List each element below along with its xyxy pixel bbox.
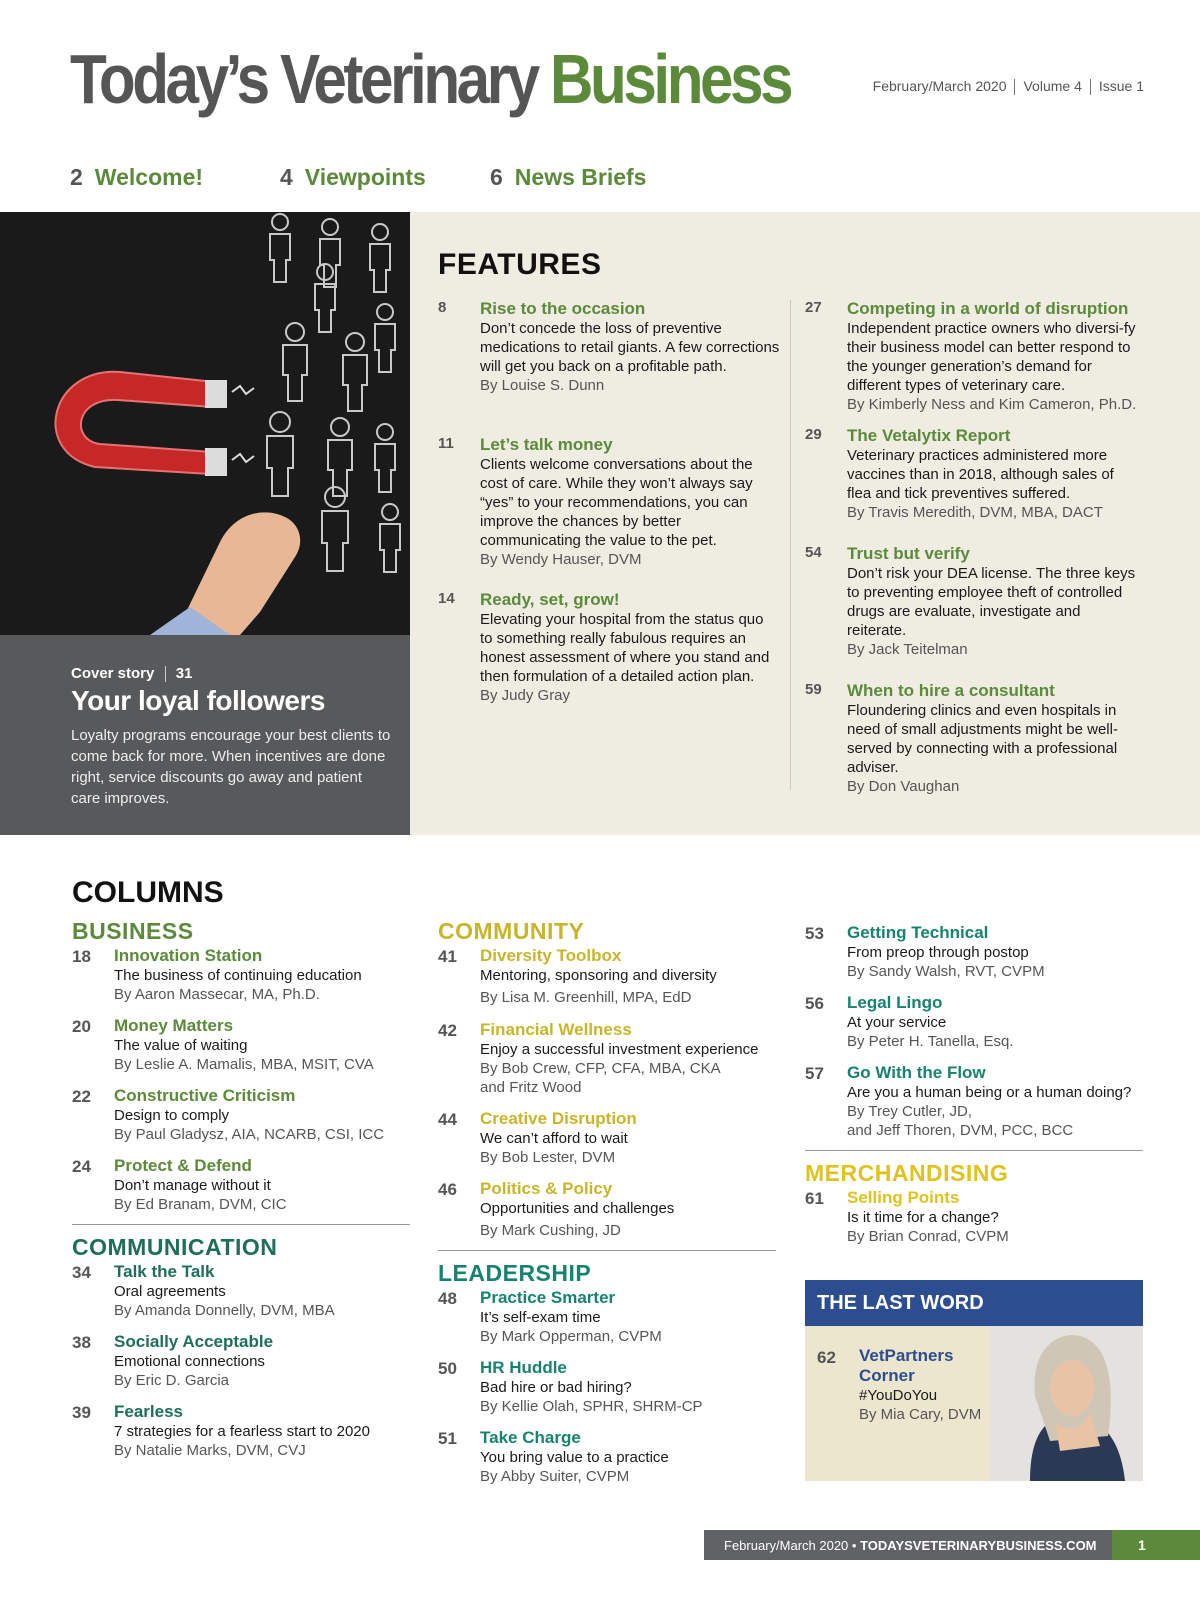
masthead-part1: Today’s Veterinary: [70, 40, 551, 118]
toc-page: 6: [490, 164, 503, 190]
issue-volume: Volume 4: [1023, 78, 1082, 94]
column-page: 41: [438, 947, 457, 966]
feature-byline: By Wendy Hauser, DVM: [480, 551, 642, 568]
column-byline: By Trey Cutler, JD,: [847, 1103, 973, 1120]
feature-page: 54: [805, 544, 822, 561]
feature-page: 8: [438, 299, 447, 316]
column-text: Opportunities and challenges: [480, 1200, 675, 1217]
column-byline: By Ed Branam, DVM, CIC: [114, 1196, 287, 1213]
features-heading: FEATURES: [438, 248, 602, 281]
feature-page: 11: [438, 435, 454, 452]
column-text: Enjoy a successful investment experience: [480, 1041, 759, 1058]
column-title: Legal Lingo: [847, 993, 943, 1012]
feature-title: Trust but verify: [847, 544, 970, 563]
column-page: 53: [805, 924, 824, 943]
column-byline: By Leslie A. Mamalis, MBA, MSIT, CVA: [114, 1056, 374, 1073]
column-text: Oral agreements: [114, 1283, 226, 1300]
features-divider: [790, 300, 791, 790]
feature-text: Don’t risk your DEA license. The three keys to preventing employee theft of controlled drugs are evaluate, investigate and reiterate.: [847, 565, 1136, 639]
column-page: 39: [72, 1403, 91, 1422]
columns-heading: COLUMNS: [72, 876, 224, 909]
cover-page: 31: [175, 665, 193, 682]
column-title: Financial Wellness: [480, 1020, 632, 1039]
last-word-text: #YouDoYou: [859, 1387, 938, 1404]
feature-text: Veterinary practices administered more vaccines than in 2018, although sales of flea and tick preventives suffered.: [847, 447, 1114, 502]
column-text: Are you a human being or a human doing?: [847, 1084, 1132, 1101]
column-title: Protect & Defend: [114, 1156, 252, 1175]
column-text: Design to comply: [114, 1107, 230, 1124]
footer-bar: [704, 1530, 1112, 1560]
feature-page: 29: [805, 426, 822, 443]
toc-page: 2: [70, 164, 83, 190]
feature-page: 14: [438, 590, 455, 607]
column-byline: By Eric D. Garcia: [114, 1372, 230, 1389]
column-byline: By Paul Gladysz, AIA, NCARB, CSI, ICC: [114, 1126, 385, 1143]
column-title: Practice Smarter: [480, 1288, 616, 1307]
toc-link-welcome[interactable]: [70, 164, 203, 191]
column-page: 57: [805, 1064, 824, 1083]
column-page: 20: [72, 1017, 91, 1036]
feature-title: Rise to the occasion: [480, 299, 646, 318]
footer-date: February/March 2020 •: [724, 1538, 861, 1553]
feature-page: 27: [805, 299, 822, 316]
column-text: We can’t afford to wait: [480, 1130, 628, 1147]
cover-title: Your loyal followers: [71, 685, 325, 716]
column-byline: By Natalie Marks, DVM, CVJ: [114, 1442, 306, 1459]
column-title: Money Matters: [114, 1016, 234, 1035]
column-title: Politics & Policy: [480, 1179, 613, 1198]
column-page: 56: [805, 994, 824, 1013]
column-text: Don’t manage without it: [114, 1177, 271, 1194]
issue-number: Issue 1: [1098, 78, 1144, 94]
feature-byline: By Jack Teitelman: [847, 641, 968, 658]
column-text: It’s self-exam time: [480, 1309, 601, 1326]
feature-title: When to hire a consultant: [847, 681, 1055, 700]
section-divider: [805, 1150, 1143, 1151]
column-title: Getting Technical: [847, 923, 989, 942]
column-page: 34: [72, 1263, 91, 1282]
last-word-page: 62: [817, 1348, 836, 1367]
feature-title: Let’s talk money: [480, 435, 613, 454]
issue-info: [873, 78, 1144, 95]
feature-title: The Vetalytix Report: [847, 426, 1011, 445]
section-communication: COMMUNICATION: [72, 1234, 278, 1260]
column-title: Creative Disruption: [480, 1109, 637, 1128]
column-byline: By Abby Suiter, CVPM: [480, 1468, 630, 1485]
author-photo: [990, 1326, 1143, 1481]
portrait-illustration: [990, 1326, 1143, 1481]
column-page: 50: [438, 1359, 457, 1378]
column-title: Socially Acceptable: [114, 1332, 274, 1351]
feature-byline: By Travis Meredith, DVM, MBA, DACT: [847, 504, 1103, 521]
column-text: You bring value to a practice: [480, 1449, 669, 1466]
column-title: Innovation Station: [114, 946, 263, 965]
column-page: 18: [72, 947, 91, 966]
cover-text: Loyalty programs encourage your best clients to come back for more. When incentives are done right, service discounts go away and patient care improves.: [71, 727, 391, 807]
last-word-title-2: Corner: [859, 1366, 915, 1385]
magnet-illustration: [0, 212, 410, 635]
issue-date: February/March 2020: [872, 78, 1007, 94]
column-byline: By Bob Crew, CFP, CFA, MBA, CKA: [480, 1060, 721, 1077]
toc-label: News Briefs: [514, 164, 647, 190]
footer-url[interactable]: TODAYSVETERINARYBUSINESS.COM: [860, 1538, 1097, 1553]
column-text: At your service: [847, 1014, 947, 1031]
column-byline: By Lisa M. Greenhill, MPA, EdD: [480, 989, 692, 1006]
feature-text: Clients welcome conversations about the cost of care. While they won’t always say “yes” to your recommendations, you can improve the chances by better communicating the value to the pet.: [480, 456, 753, 549]
section-merchandising: MERCHANDISING: [805, 1160, 1009, 1186]
column-title: Go With the Flow: [847, 1063, 986, 1082]
column-byline: By Bob Lester, DVM: [480, 1149, 616, 1166]
column-byline: By Peter H. Tanella, Esq.: [847, 1033, 1014, 1050]
column-byline-2: and Fritz Wood: [480, 1079, 582, 1096]
feature-text: Floundering clinics and even hospitals in need of small adjustments might be well-served by connecting with a professional adviser.: [847, 702, 1118, 776]
section-business: BUSINESS: [72, 918, 194, 944]
section-community: COMMUNITY: [438, 918, 585, 944]
column-page: 38: [72, 1333, 91, 1352]
toc-label: Viewpoints: [304, 164, 426, 190]
last-word-item[interactable]: [805, 1326, 1143, 1481]
feature-page: 59: [805, 681, 822, 698]
feature-text: Independent practice owners who diversi-fy their business model can better respond to the younger generation’s demand for different types of veterinary care.: [847, 320, 1136, 394]
masthead: [70, 40, 791, 118]
column-byline: By Mark Opperman, CVPM: [480, 1328, 662, 1345]
column-title: Fearless: [114, 1402, 183, 1421]
toc-page: 4: [280, 164, 293, 190]
column-page: 61: [805, 1189, 824, 1208]
column-title: Talk the Talk: [114, 1262, 215, 1281]
section-divider: [438, 1250, 776, 1251]
toc-link-news-briefs[interactable]: [490, 164, 646, 191]
section-divider: [72, 1224, 410, 1225]
feature-byline: By Louise S. Dunn: [480, 377, 605, 394]
column-title: Selling Points: [847, 1188, 960, 1207]
feature-title: Ready, set, grow!: [480, 590, 620, 609]
page-number: 1: [1138, 1537, 1146, 1553]
column-byline-2: and Jeff Thoren, DVM, PCC, BCC: [847, 1122, 1074, 1139]
column-page: 51: [438, 1429, 457, 1448]
section-leadership: LEADERSHIP: [438, 1260, 592, 1286]
column-text: Is it time for a change?: [847, 1209, 999, 1226]
column-text: From preop through postop: [847, 944, 1029, 961]
toc-label: Welcome!: [94, 164, 204, 190]
cover-kicker: Cover story: [71, 665, 155, 682]
column-title: Constructive Criticism: [114, 1086, 296, 1105]
last-word-heading: THE LAST WORD: [817, 1292, 984, 1314]
column-page: 22: [72, 1087, 91, 1106]
column-text: The business of continuing education: [114, 967, 362, 984]
last-word-header: [805, 1280, 1143, 1326]
cover-story[interactable]: [0, 635, 410, 835]
masthead-part2: Business: [550, 40, 791, 118]
column-title: HR Huddle: [480, 1358, 567, 1377]
feature-text: Elevating your hospital from the status quo to something really fabulous requires an honest assessment of where you stand and then formulation of a detailed action plan.: [480, 611, 770, 685]
column-text: The value of waiting: [114, 1037, 248, 1054]
column-page: 46: [438, 1180, 457, 1199]
column-page: 48: [438, 1289, 457, 1308]
last-word-byline: By Mia Cary, DVM: [859, 1406, 982, 1423]
feature-title: Competing in a world of disruption: [847, 299, 1129, 318]
column-byline: By Sandy Walsh, RVT, CVPM: [847, 963, 1045, 980]
column-byline: By Aaron Massecar, MA, Ph.D.: [114, 986, 320, 1003]
column-byline: By Kellie Olah, SPHR, SHRM-CP: [480, 1398, 703, 1415]
column-text: Mentoring, sponsoring and diversity: [480, 967, 717, 984]
column-byline: By Amanda Donnelly, DVM, MBA: [114, 1302, 335, 1319]
column-text: Bad hire or bad hiring?: [480, 1379, 632, 1396]
column-page: 44: [438, 1110, 457, 1129]
column-title: Diversity Toolbox: [480, 946, 622, 965]
toc-link-viewpoints[interactable]: [280, 164, 426, 191]
last-word-title-1: VetPartners: [859, 1346, 954, 1365]
column-byline: By Brian Conrad, CVPM: [847, 1228, 1009, 1245]
column-title: Take Charge: [480, 1428, 581, 1447]
feature-text: Don’t concede the loss of preventive medications to retail giants. A few corrections will get you back on a profitable path.: [480, 320, 780, 375]
feature-byline: By Don Vaughan: [847, 778, 960, 795]
column-text: Emotional connections: [114, 1353, 265, 1370]
cover-image: [0, 212, 410, 635]
feature-byline: By Kimberly Ness and Kim Cameron, Ph.D.: [847, 396, 1137, 413]
feature-byline: By Judy Gray: [480, 687, 571, 704]
column-page: 42: [438, 1021, 457, 1040]
column-page: 24: [72, 1157, 91, 1176]
column-byline: By Mark Cushing, JD: [480, 1222, 621, 1239]
page-number-box: [1112, 1530, 1200, 1560]
column-text: 7 strategies for a fearless start to 2020: [114, 1423, 370, 1440]
